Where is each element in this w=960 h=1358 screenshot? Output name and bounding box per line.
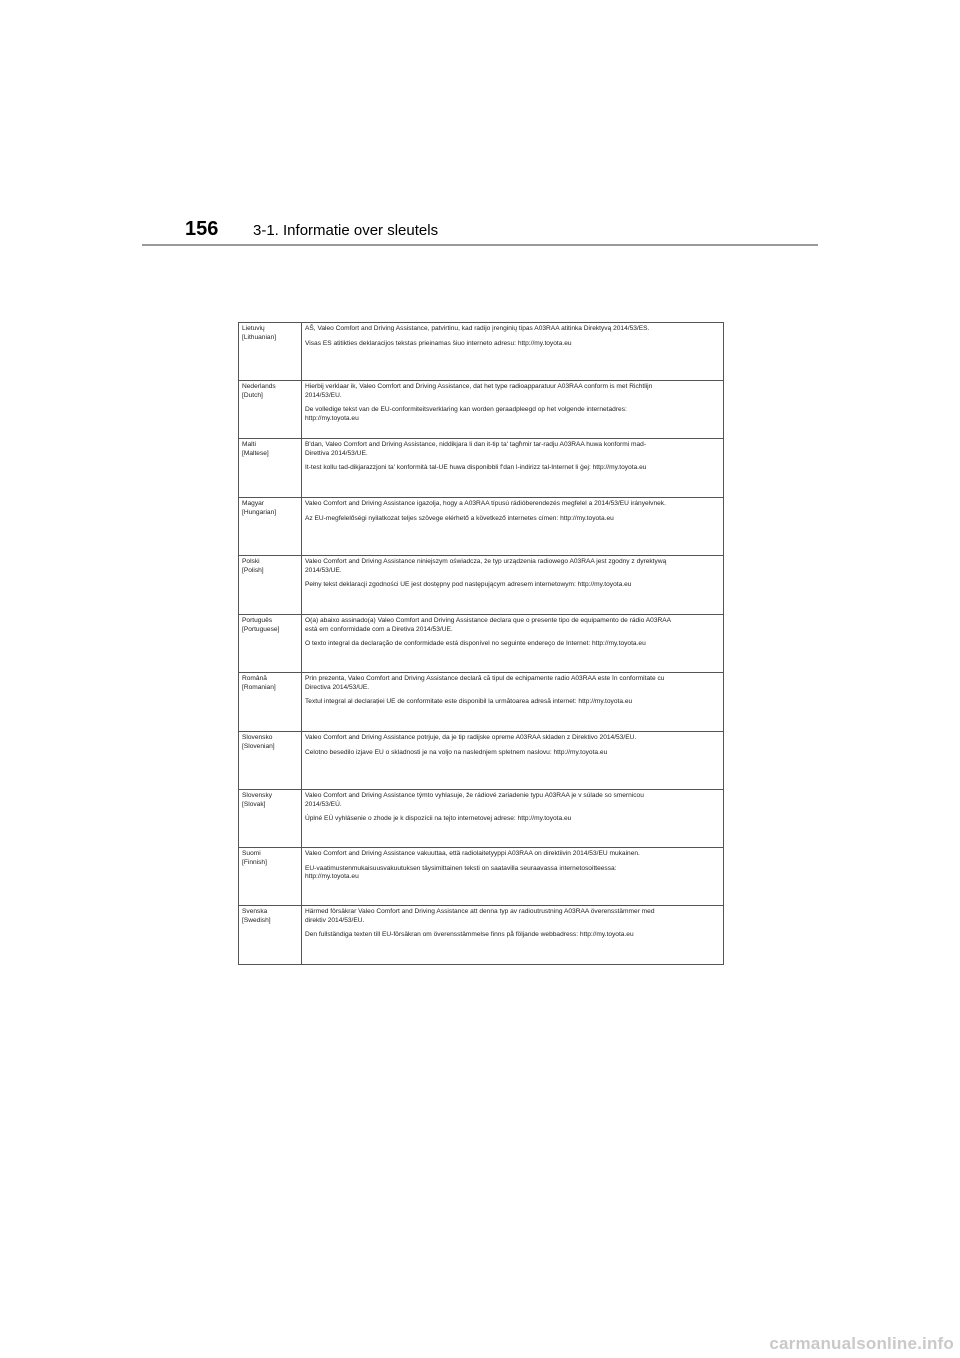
language-name: Polski — [242, 558, 260, 565]
declaration-text-cell — [302, 906, 724, 965]
declaration-text-cell — [302, 556, 724, 615]
language-english-name: [Polish] — [242, 566, 264, 574]
section-title: 3-1. Informatie over sleutels — [253, 222, 439, 239]
declaration-text-cell — [302, 439, 724, 498]
language-english-name: [Romanian] — [242, 683, 276, 691]
declaration-row — [239, 381, 724, 439]
declaration-row — [239, 323, 724, 381]
conformity-statement: Valeo Comfort and Driving Assistance igazolja, hogy a A03RAA típusú rádióberendezés megfelel a 2014/53/EU irányelvnek. — [305, 500, 666, 507]
language-english-name: [Portuguese] — [242, 625, 280, 633]
declaration-text-cell — [302, 615, 724, 673]
conformity-statement: B'dan, Valeo Comfort and Driving Assistance, niddikjara li dan it-tip ta' tagħmir tar-radju A03RAA huwa konformi mad- — [305, 441, 647, 448]
declaration-text-cell — [302, 673, 724, 732]
conformity-statement-continued: está em conformidade com a Diretiva 2014/53/UE. — [305, 625, 453, 633]
conformity-statement: Valeo Comfort and Driving Assistance potrjuje, da je tip radijske opreme A03RAA skladen z Direktivo 2014/53/EU. — [305, 734, 637, 741]
declaration-row — [239, 556, 724, 615]
header-rule — [142, 244, 818, 246]
conformity-statement-continued: 2014/53/UE. — [305, 566, 342, 574]
full-text-availability: O texto integral da declaração de conformidade está disponível no seguinte endereço de Internet: http://my.toyota.eu — [305, 640, 646, 648]
declaration-text-cell — [302, 732, 724, 790]
declaration-text-cell — [302, 790, 724, 848]
full-text-url: http://my.toyota.eu — [305, 873, 359, 881]
conformity-statement-continued: Directiva 2014/53/UE. — [305, 683, 370, 691]
language-english-name: [Lithuanian] — [242, 333, 277, 341]
language-cell — [239, 556, 302, 615]
language-cell — [239, 848, 302, 906]
conformity-statement-continued: 2014/53/EU. — [305, 391, 342, 399]
conformity-statement-continued: Direttiva 2014/53/UE. — [305, 449, 368, 457]
declaration-row — [239, 848, 724, 906]
language-english-name: [Maltese] — [242, 449, 269, 457]
language-name: Português — [242, 617, 273, 624]
conformity-statement: Valeo Comfort and Driving Assistance týmto vyhlasuje, že rádiové zariadenie typu A03RAA je v súlade so smernicou — [305, 792, 644, 799]
language-cell — [239, 381, 302, 439]
language-english-name: [Slovak] — [242, 800, 266, 808]
language-name: Română — [242, 675, 267, 682]
language-name: Slovensko — [242, 734, 273, 741]
language-english-name: [Slovenian] — [242, 742, 275, 750]
full-text-availability: Az EU-megfelelőségi nyilatkozat teljes szövege elérhető a következő internetes címen: http://my.toyota.eu — [305, 514, 614, 522]
full-text-availability: EU-vaatimustenmukaisuusvakuutuksen täysimittainen teksti on saatavilla seuraavassa internetosoitteessa: — [305, 864, 617, 872]
conformity-statement: Prin prezenta, Valeo Comfort and Driving Assistance declară că tipul de echipamente radio A03RAA este în conformitate cu — [305, 675, 665, 682]
full-text-availability: Visas ES atitikties deklaracijos tekstas prieinamas šiuo interneto adresu: http://my.toyota.eu — [305, 339, 572, 347]
watermark: carmanualsonline.info — [769, 1334, 954, 1353]
declaration-row — [239, 790, 724, 848]
language-cell — [239, 906, 302, 965]
language-cell — [239, 498, 302, 556]
declaration-row — [239, 498, 724, 556]
declaration-table — [238, 322, 724, 965]
declaration-row — [239, 615, 724, 673]
conformity-statement: Hierbij verklaar ik, Valeo Comfort and Driving Assistance, dat het type radioapparatuur A03RAA conform is met Richtlijn — [305, 383, 653, 390]
full-text-availability: It-test kollu tad-dikjarazzjoni ta' konformità tal-UE huwa disponibbli f'dan l-indirizz tal-Internet li ġej: http://my.toyota.eu — [305, 464, 647, 472]
language-name: Nederlands — [242, 383, 276, 390]
full-text-url: http://my.toyota.eu — [305, 414, 359, 422]
language-name: Malti — [242, 441, 256, 448]
language-name: Lietuvių — [242, 325, 265, 332]
language-name: Slovensky — [242, 792, 273, 799]
language-english-name: [Hungarian] — [242, 508, 277, 516]
declaration-text-cell — [302, 323, 724, 381]
declaration-table-body — [239, 323, 724, 965]
full-text-availability: Úplné EÚ vyhlásenie o zhode je k dispozícii na tejto internetovej adrese: http://my.toyota.eu — [305, 815, 572, 823]
language-cell — [239, 323, 302, 381]
language-name: Svenska — [242, 908, 268, 915]
page-header — [185, 218, 438, 240]
conformity-statement: O(a) abaixo assinado(a) Valeo Comfort and Driving Assistance declara que o presente tipo de equipamento de rádio A03RAA — [305, 617, 672, 624]
conformity-statement-continued: 2014/53/EÚ. — [305, 800, 342, 808]
full-text-availability: De volledige tekst van de EU-conformiteitsverklaring kan worden geraadpleegd op het volgende internetadres: — [305, 406, 627, 414]
language-name: Suomi — [242, 850, 261, 857]
language-name: Magyar — [242, 500, 264, 507]
page-number: 156 — [185, 218, 219, 240]
conformity-statement: Valeo Comfort and Driving Assistance vakuuttaa, että radiolaitetyyppi A03RAA on direktiivin 2014/53/EU mukainen. — [305, 850, 640, 857]
conformity-statement: AŠ, Valeo Comfort and Driving Assistance, patvirtinu, kad radijo įrenginių tipas A03RAA atitinka Direktyvą 2014/53/ES. — [305, 325, 650, 332]
full-text-availability: Pełny tekst deklaracji zgodności UE jest dostępny pod następującym adresem internetowym: http://my.toyota.eu — [305, 581, 632, 589]
language-english-name: [Swedish] — [242, 916, 271, 924]
conformity-statement-continued: direktiv 2014/53/EU. — [305, 916, 365, 924]
declaration-row — [239, 732, 724, 790]
full-text-availability: Den fullständiga texten till EU-försäkran om överensstämmelse finns på följande webbadress: http://my.toyota.eu — [305, 931, 634, 939]
full-text-availability: Celotno besedilo izjave EU o skladnosti je na voljo na naslednjem spletnem naslovu: http://my.toyota.eu — [305, 748, 608, 756]
language-cell — [239, 673, 302, 732]
declaration-row — [239, 906, 724, 965]
language-cell — [239, 732, 302, 790]
declaration-text-cell — [302, 381, 724, 439]
declaration-text-cell — [302, 498, 724, 556]
language-cell — [239, 790, 302, 848]
conformity-statement: Härmed försäkrar Valeo Comfort and Driving Assistance att denna typ av radioutrustning A03RAA överensstämmer med — [305, 908, 655, 915]
language-cell — [239, 439, 302, 498]
declaration-row — [239, 439, 724, 498]
declaration-row — [239, 673, 724, 732]
conformity-statement: Valeo Comfort and Driving Assistance niniejszym oświadcza, że typ urządzenia radiowego A03RAA jest zgodny z dyrektywą — [305, 558, 667, 565]
full-text-availability: Textul integral al declarației UE de conformitate este disponibil la următoarea adresă internet: http://my.toyota.eu — [305, 698, 633, 706]
language-english-name: [Finnish] — [242, 858, 267, 866]
language-english-name: [Dutch] — [242, 391, 263, 399]
language-cell — [239, 615, 302, 673]
declaration-text-cell — [302, 848, 724, 906]
